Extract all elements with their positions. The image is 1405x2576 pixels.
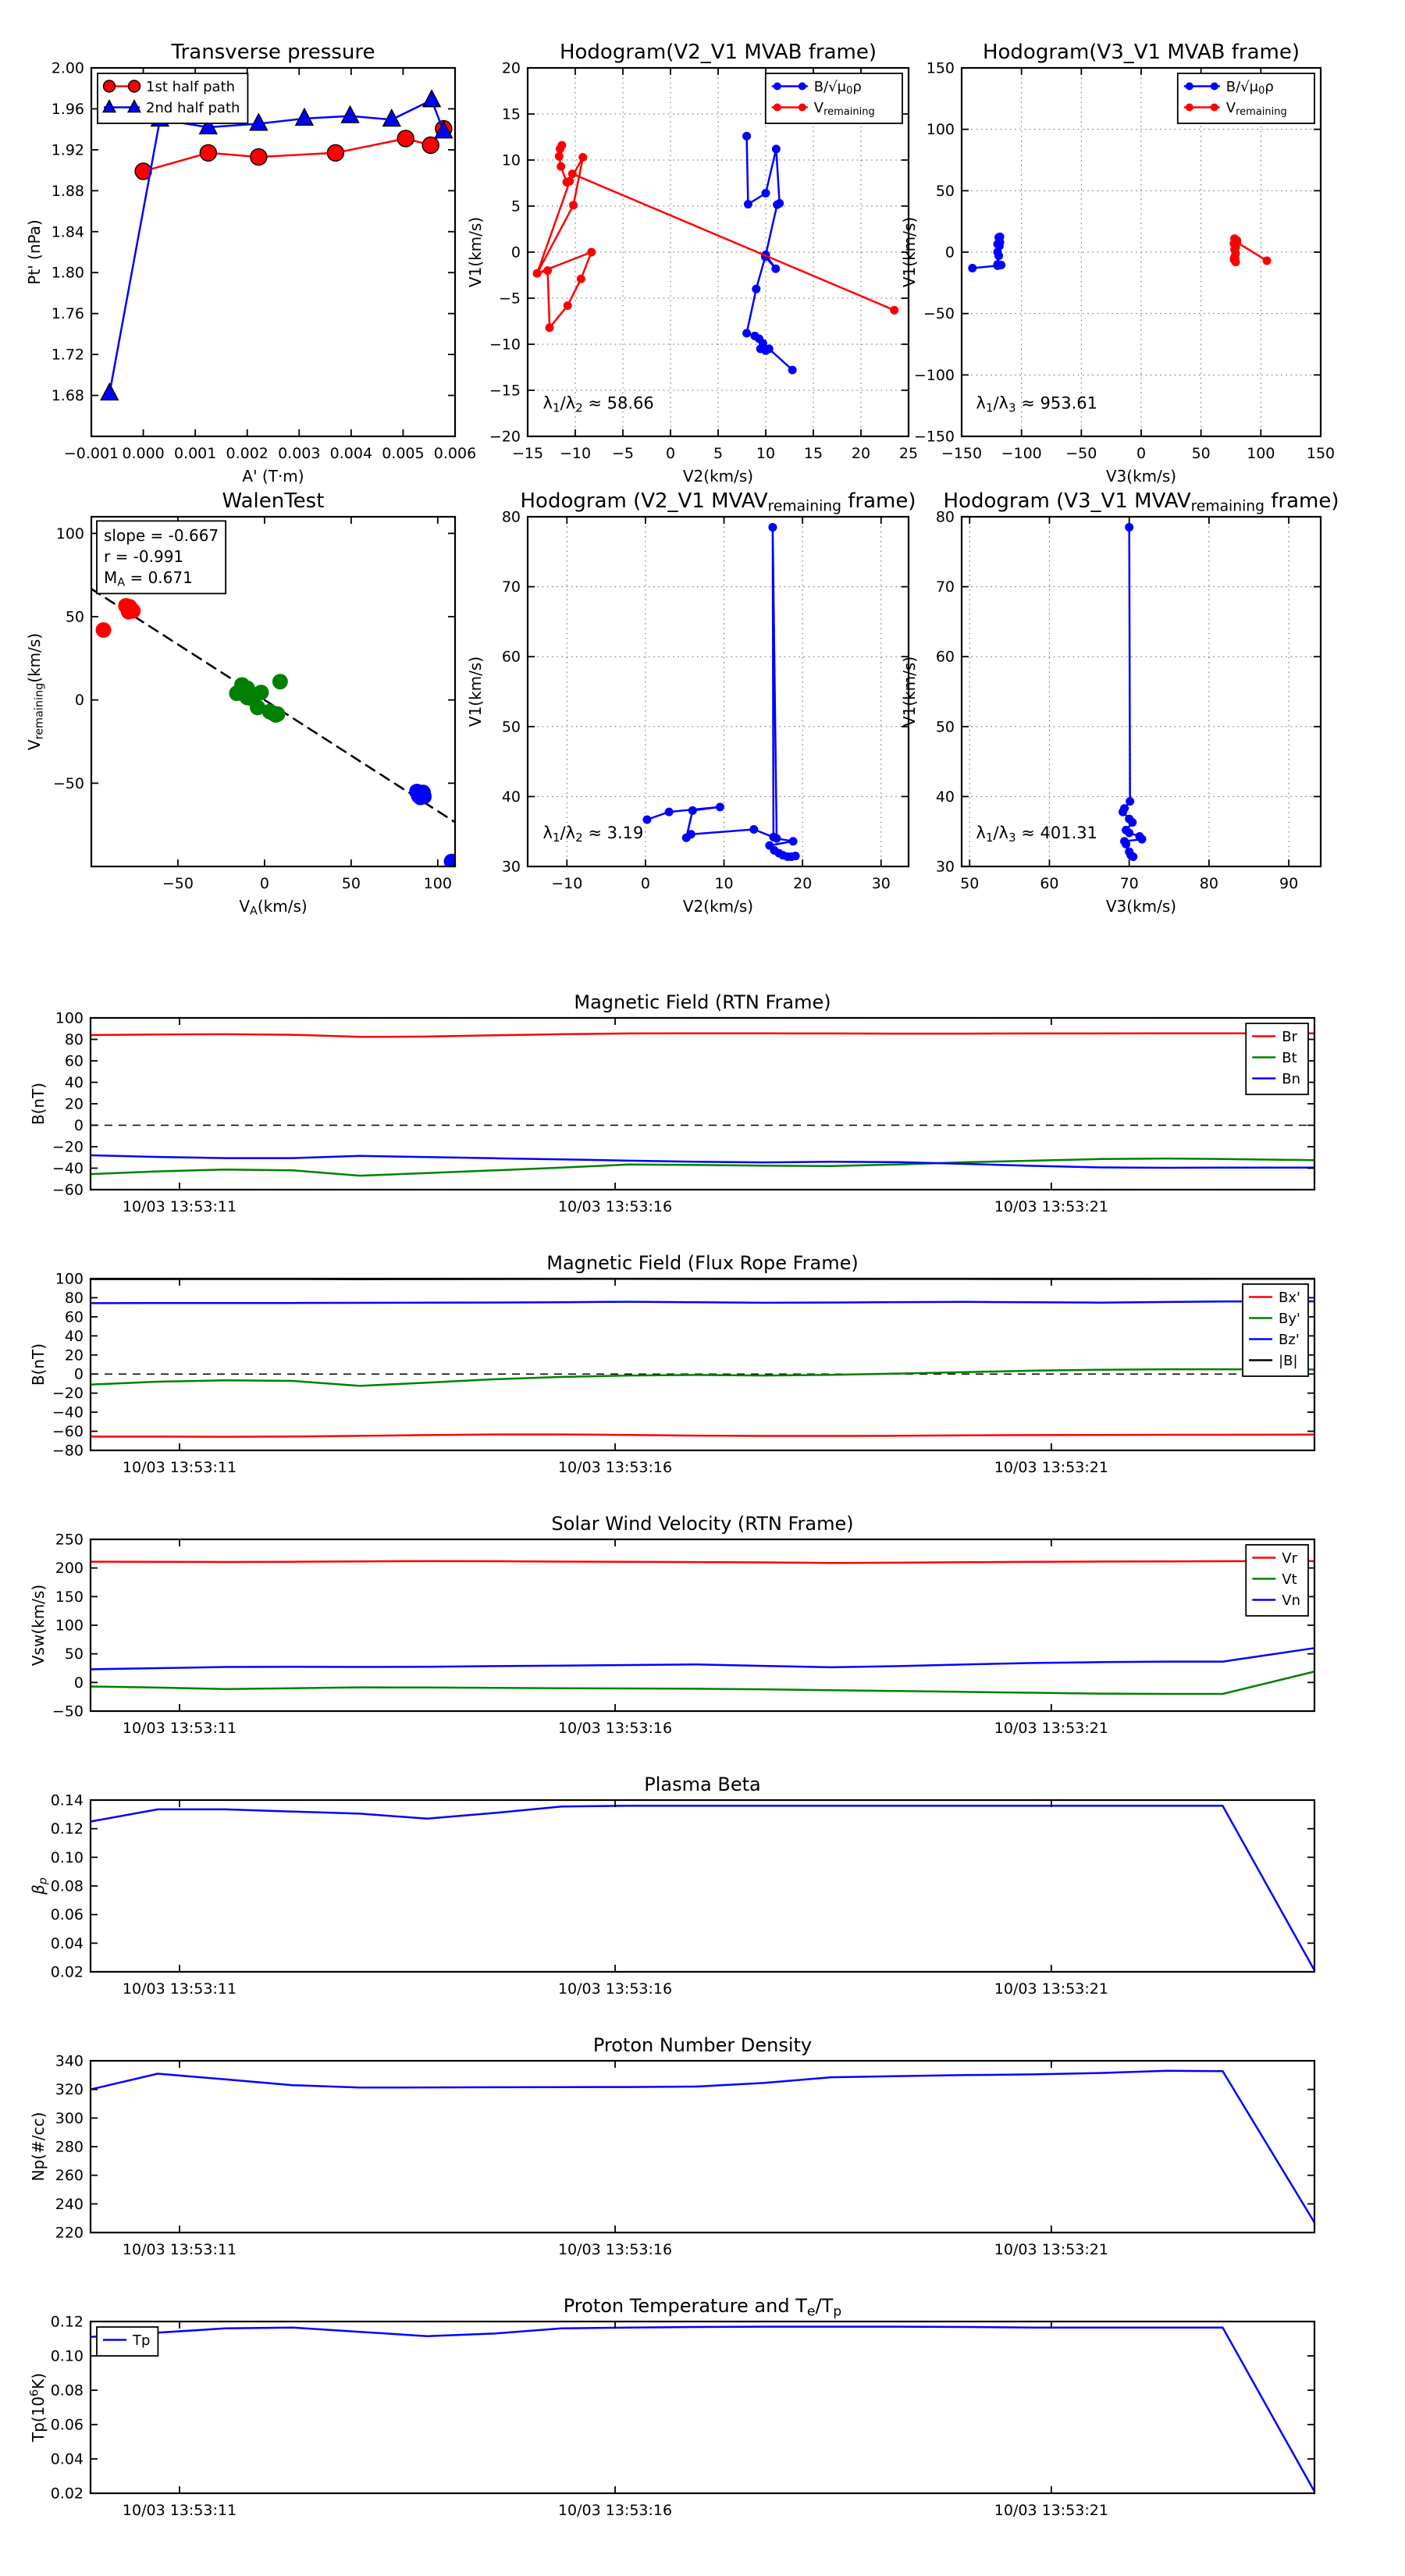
transverse-pressure-xtick-4: 0.003	[278, 445, 321, 462]
hodogram-v3v1-mvab-ytick-4: 50	[935, 182, 955, 200]
walen-test-ytick-1: 0	[74, 692, 84, 710]
proton-number-density-ytick-6: 340	[55, 2052, 84, 2070]
proton-temperature-title: Proton Temperature and Te/Tp	[563, 2295, 842, 2320]
hodogram-v2v1-mvab-ytick-5: 5	[510, 197, 521, 215]
transverse-pressure-ytick-2: 1.76	[51, 305, 84, 323]
walen-test-info-line-0: slope = -0.667	[103, 525, 219, 545]
solar-wind-velocity-title: Solar Wind Velocity (RTN Frame)	[551, 1513, 854, 1535]
hodogram-v3v1-mvab-ytick-1: −100	[913, 366, 955, 384]
walen-test-series-group	[91, 589, 460, 869]
proton-temperature-ytick-5: 0.12	[50, 2313, 84, 2331]
plasma-beta-ytick-2: 0.06	[50, 1906, 84, 1924]
solar-wind-velocity-xtick-0: 10/03 13:53:11	[122, 1720, 237, 1737]
solar-wind-velocity-ytick-4: 150	[55, 1588, 84, 1606]
hodogram-v3v1-mvab-xtick-6: 150	[1306, 445, 1336, 462]
magnetic-field-flux-rope-ytick-1: −60	[52, 1423, 84, 1441]
hodogram-v2v1-mvab-ytick-8: 20	[501, 59, 521, 77]
hodogram-v2v1-mvab-ytick-7: 15	[501, 105, 521, 123]
solar-wind-velocity-legend-label-1: Vt	[1282, 1571, 1297, 1588]
transverse-pressure-legend-label-0: 1st half path	[146, 78, 236, 95]
hodogram-v3v1-mvav-xtick-4: 90	[1279, 875, 1299, 892]
hodogram-v2v1-mvab-ytick-3: −5	[498, 290, 521, 308]
proton-temperature-xtick-1: 10/03 13:53:16	[557, 2502, 673, 2519]
proton-number-density-xtick-2: 10/03 13:53:21	[994, 2241, 1108, 2258]
transverse-pressure-series-group	[101, 91, 452, 400]
hodogram-v2v1-mvav-annotation-0: λ1/λ2 ≈ 3.19	[542, 824, 644, 845]
transverse-pressure-xlabel: A' (T·m)	[242, 467, 304, 486]
transverse-pressure-ytick-5: 1.88	[51, 182, 84, 200]
solar-wind-velocity-xtick-1: 10/03 13:53:16	[557, 1720, 673, 1737]
plasma-beta-xtick-0: 10/03 13:53:11	[122, 1980, 237, 1998]
hodogram-v2v1-mvab-ytick-0: −20	[489, 428, 521, 446]
magnetic-field-rtn-legend-label-2: Bn	[1282, 1070, 1301, 1087]
hodogram-v3v1-mvab-xtick-5: 100	[1247, 445, 1275, 462]
proton-number-density-ytick-1: 240	[55, 2195, 84, 2213]
solar-wind-velocity-Vt-line	[91, 1671, 1314, 1694]
proton-temperature-xtick-0: 10/03 13:53:11	[122, 2502, 237, 2519]
hodogram-v3v1-mvav-annotation-0: λ1/λ3 ≈ 401.31	[976, 824, 1098, 845]
hodogram-v3v1-mvab-legend-label-1: Vremaining	[1225, 99, 1287, 118]
magnetic-field-rtn-ytick-6: 60	[64, 1052, 84, 1070]
hodogram-v2v1-mvab-xtick-3: 0	[665, 445, 676, 462]
walen-test-xlabel: VA(km/s)	[239, 897, 308, 918]
hodogram-v3v1-mvab-series-group	[968, 233, 1271, 272]
hodogram-v2v1-mvav-title: Hodogram (V2_V1 MVAVremaining frame)	[520, 489, 916, 515]
transverse-pressure-title: Transverse pressure	[171, 41, 375, 64]
proton-temperature-legend	[97, 2327, 158, 2356]
hodogram-v3v1-mvab-xtick-0: −150	[941, 445, 983, 462]
transverse-pressure-xtick-6: 0.005	[382, 445, 425, 462]
hodogram-v2v1-mvab-ytick-4: 0	[510, 244, 521, 262]
hodogram-v3v1-mvab-ytick-2: −50	[923, 305, 955, 323]
transverse-pressure-ytick-7: 1.96	[51, 100, 84, 118]
plasma-beta-xtick-2: 10/03 13:53:21	[994, 1980, 1108, 1998]
plasma-beta	[29, 1774, 1314, 1998]
hodogram-v2v1-mvab-legend-label-0: B/√μ0ρ	[813, 78, 862, 97]
solar-wind-velocity-ylabel: Vsw(km/s)	[29, 1584, 48, 1667]
hodogram-v2v1-mvab-ytick-1: −15	[489, 382, 521, 400]
magnetic-field-rtn-ytick-0: −60	[52, 1181, 84, 1199]
plasma-beta-ytick-0: 0.02	[50, 1963, 84, 1981]
magnetic-field-flux-rope-legend-label-2: Bz'	[1279, 1331, 1300, 1348]
magnetic-field-flux-rope-legend-label-0: Bx'	[1279, 1289, 1301, 1306]
magnetic-field-rtn-legend-label-1: Bt	[1282, 1049, 1297, 1066]
proton-number-density-ytick-2: 260	[55, 2167, 84, 2185]
magnetic-field-flux-rope-ytick-8: 80	[64, 1289, 84, 1307]
hodogram-v2v1-mvab-ytick-6: 10	[501, 151, 521, 169]
magnetic-field-rtn-legend	[1246, 1023, 1308, 1094]
hodogram-v2v1-mvav-ytick-1: 40	[501, 788, 521, 806]
hodogram-v2v1-mvab-series-group	[533, 132, 898, 375]
hodogram-v2v1-mvab	[466, 41, 918, 486]
hodogram-v2v1-mvab-legend	[766, 73, 902, 123]
transverse-pressure-2nd-half-path-line	[109, 100, 443, 393]
hodogram-v3v1-mvab-legend-label-0: B/√μ0ρ	[1225, 78, 1274, 97]
solar-wind-velocity	[29, 1513, 1314, 1737]
solar-wind-velocity-frame	[91, 1539, 1314, 1711]
solar-wind-velocity-Vr-line	[91, 1561, 1314, 1563]
transverse-pressure-xtick-1: 0.000	[122, 445, 165, 462]
hodogram-v2v1-mvav-series-group	[642, 523, 799, 861]
proton-temperature-ytick-0: 0.02	[50, 2485, 84, 2503]
hodogram-v2v1-mvav-ytick-4: 70	[501, 578, 521, 596]
hodogram-v2v1-mvav-ytick-0: 30	[501, 858, 521, 876]
hodogram-v3v1-mvab-ytick-6: 150	[926, 59, 955, 77]
magnetic-field-rtn-xtick-2: 10/03 13:53:21	[994, 1198, 1108, 1215]
hodogram-v3v1-mvab-xtick-3: 0	[1136, 445, 1147, 462]
transverse-pressure-1st-half-path-markers	[135, 121, 452, 180]
transverse-pressure-xtick-7: 0.006	[433, 445, 477, 462]
hodogram-v2v1-mvav-ytick-5: 80	[501, 508, 521, 526]
walen-test-xtick-3: 100	[423, 875, 452, 892]
walen-test-ytick-3: 100	[55, 525, 84, 543]
magnetic-field-flux-rope-legend-label-1: By'	[1279, 1310, 1301, 1327]
walen-test-first-interval-points-markers	[96, 598, 141, 638]
magnetic-field-flux-rope-ytick-7: 60	[64, 1308, 84, 1326]
magnetic-field-rtn-legend-label-0: Br	[1282, 1028, 1297, 1045]
hodogram-v2v1-mvab-annotation-0: λ1/λ2 ≈ 58.66	[542, 393, 654, 415]
walen-test-xtick-0: −50	[162, 875, 194, 892]
transverse-pressure-ytick-4: 1.84	[51, 223, 84, 241]
walen-test-ytick-2: 50	[65, 608, 84, 626]
magnetic-field-flux-rope-By-prime-line	[91, 1369, 1314, 1386]
solar-wind-velocity-legend	[1246, 1545, 1308, 1616]
hodogram-v3v1-mvab-xtick-1: −100	[1001, 445, 1042, 462]
hodogram-v2v1-mvav	[466, 489, 916, 916]
walen-test-xtick-2: 50	[341, 875, 361, 892]
plasma-beta-xtick-1: 10/03 13:53:16	[557, 1980, 673, 1998]
hodogram-v2v1-mvav-xtick-3: 20	[793, 875, 813, 892]
magnetic-field-flux-rope-ytick-5: 20	[64, 1347, 84, 1364]
solar-wind-velocity-ytick-2: 50	[64, 1646, 84, 1663]
hodogram-v2v1-mvab-xlabel: V2(km/s)	[682, 467, 754, 486]
solar-wind-velocity-legend-label-0: Vr	[1282, 1550, 1297, 1567]
walen-test-title: WalenTest	[222, 489, 325, 513]
proton-temperature-ylabel: $Tp(10^6K)$	[28, 2372, 48, 2443]
hodogram-v2v1-mvav-xtick-1: 0	[640, 875, 650, 892]
hodogram-v2v1-mvav-xtick-2: 10	[714, 875, 734, 892]
hodogram-v2v1-mvab-ytick-2: −10	[489, 336, 521, 354]
magnetic-field-rtn-ytick-4: 20	[64, 1095, 84, 1113]
walen-test-ylabel: Vremaining(km/s)	[25, 632, 46, 751]
magnetic-field-rtn-series-group	[91, 1034, 1314, 1176]
proton-number-density-series-group	[91, 2071, 1314, 2222]
magnetic-field-flux-rope-xtick-2: 10/03 13:53:21	[994, 1459, 1108, 1476]
hodogram-v2v1-mvav-ytick-2: 50	[501, 718, 521, 736]
plasma-beta-ytick-6: 0.14	[50, 1791, 84, 1809]
hodogram-v2v1-mvab-V-remaining-markers	[533, 141, 898, 333]
hodogram-v3v1-mvav-xtick-3: 80	[1199, 875, 1218, 892]
hodogram-v3v1-mvav-ytick-4: 70	[935, 578, 955, 596]
hodogram-v2v1-mvav-frame	[528, 517, 909, 866]
proton-number-density-ytick-5: 320	[55, 2081, 84, 2099]
magnetic-field-flux-rope-ytick-9: 100	[55, 1270, 84, 1288]
plasma-beta-ytick-1: 0.04	[50, 1934, 84, 1952]
magnetic-field-rtn	[29, 991, 1314, 1215]
proton-temperature	[28, 2295, 1314, 2519]
hodogram-v2v1-mvab-B-over-sqrt-mu0rho-markers	[742, 132, 797, 375]
magnetic-field-flux-rope-ytick-0: −80	[52, 1442, 84, 1460]
transverse-pressure-ytick-6: 1.92	[51, 141, 84, 159]
walen-test	[25, 489, 460, 918]
hodogram-v2v1-mvab-V-remaining-line	[537, 145, 894, 328]
hodogram-v2v1-mvav-ylabel: V1(km/s)	[466, 656, 485, 728]
walen-test-info-line-1: r = -0.991	[103, 546, 184, 566]
proton-temperature-ytick-4: 0.10	[50, 2347, 84, 2365]
magnetic-field-rtn-ytick-2: −20	[52, 1138, 84, 1156]
proton-temperature-frame	[91, 2322, 1314, 2493]
hodogram-v3v1-mvab-legend	[1178, 73, 1314, 123]
transverse-pressure-ytick-3: 1.80	[51, 264, 84, 282]
proton-temperature-ytick-2: 0.06	[50, 2416, 84, 2434]
magnetic-field-flux-rope-ytick-3: −20	[52, 1385, 84, 1403]
hodogram-v3v1-mvav-frame	[962, 517, 1321, 866]
plasma-beta-frame	[91, 1800, 1314, 1972]
hodogram-v3v1-mvav-xtick-0: 50	[960, 875, 980, 892]
transverse-pressure-ytick-0: 1.68	[51, 387, 84, 405]
plasma-beta-ytick-4: 0.10	[50, 1848, 84, 1866]
walen-test-xtick-1: 0	[259, 875, 269, 892]
proton-number-density-ylabel: Np(#/cc)	[29, 2112, 48, 2182]
magnetic-field-flux-rope-series-group	[91, 1279, 1314, 1436]
hodogram-v2v1-mvab-title: Hodogram(V2_V1 MVAB frame)	[559, 41, 877, 64]
magnetic-field-flux-rope-Bx-prime-line	[91, 1435, 1314, 1437]
transverse-pressure-ylabel: Pt' (nPa)	[25, 219, 44, 285]
transverse-pressure-xtick-0: −0.001	[63, 445, 119, 462]
plasma-beta-ytick-5: 0.12	[50, 1820, 84, 1838]
walen-test-info-line-2: MA = 0.671	[103, 568, 193, 589]
hodogram-v2v1-mvav-ytick-3: 60	[501, 648, 521, 666]
magnetic-field-flux-rope-ylabel: B(nT)	[29, 1343, 48, 1386]
proton-temperature-xtick-2: 10/03 13:53:21	[994, 2502, 1108, 2519]
hodogram-v3v1-mvav-ytick-0: 30	[935, 858, 955, 876]
solar-wind-velocity-ytick-1: 0	[73, 1674, 84, 1692]
hodogram-v3v1-mvab-ytick-5: 100	[926, 121, 955, 139]
magnetic-field-flux-rope	[29, 1252, 1314, 1476]
hodogram-v3v1-mvab-title: Hodogram(V3_V1 MVAB frame)	[982, 41, 1300, 64]
solar-wind-velocity-series-group	[91, 1561, 1314, 1694]
magnetic-field-rtn-ytick-5: 40	[64, 1074, 84, 1091]
hodogram-v3v1-mvab-xlabel: V3(km/s)	[1105, 467, 1177, 486]
magnetic-field-rtn-Br-line	[91, 1034, 1314, 1037]
magnetic-field-flux-rope-Bz-prime-line	[91, 1301, 1314, 1303]
hodogram-v3v1-mvab-ylabel: V1(km/s)	[900, 216, 919, 288]
magnetic-field-rtn-ylabel: B(nT)	[29, 1082, 48, 1126]
transverse-pressure-legend	[98, 73, 247, 123]
magnetic-field-flux-rope-legend-label-3: |B|	[1279, 1352, 1298, 1369]
hodogram-v3v1-mvav	[900, 489, 1339, 916]
proton-temperature-ytick-3: 0.08	[50, 2382, 84, 2400]
proton-number-density	[29, 2034, 1314, 2258]
magnetic-field-rtn-xtick-0: 10/03 13:53:11	[122, 1198, 237, 1215]
hodogram-v2v1-mvab-xtick-7: 20	[851, 445, 871, 462]
proton-number-density-title: Proton Number Density	[592, 2034, 813, 2056]
proton-number-density-xtick-1: 10/03 13:53:16	[557, 2241, 673, 2258]
transverse-pressure-legend-label-1: 2nd half path	[146, 99, 240, 116]
transverse-pressure-xtick-2: 0.001	[173, 445, 217, 462]
hodogram-v3v1-mvav-title: Hodogram (V3_V1 MVAVremaining frame)	[943, 489, 1339, 515]
solar-wind-velocity-ytick-6: 250	[55, 1531, 84, 1549]
transverse-pressure-xtick-3: 0.002	[226, 445, 269, 462]
hodogram-v2v1-mvav-xlabel: V2(km/s)	[682, 897, 754, 916]
magnetic-field-flux-rope-title: Magnetic Field (Flux Rope Frame)	[546, 1252, 859, 1274]
proton-number-density-ytick-0: 220	[55, 2224, 84, 2242]
solar-wind-velocity-legend-label-2: Vn	[1282, 1592, 1301, 1609]
magnetic-field-rtn-frame	[91, 1018, 1314, 1190]
magnetic-field-rtn-ytick-3: 0	[73, 1117, 84, 1134]
solar-wind-velocity-xtick-2: 10/03 13:53:21	[994, 1720, 1108, 1737]
hodogram-v3v1-mvav-ytick-2: 50	[935, 718, 955, 736]
hodogram-v2v1-mvab-legend-label-1: Vremaining	[813, 99, 875, 118]
magnetic-field-flux-rope-ytick-6: 40	[64, 1327, 84, 1345]
proton-number-density-ytick-4: 300	[55, 2109, 84, 2127]
transverse-pressure-ytick-8: 2.00	[51, 59, 84, 77]
hodogram-v3v1-mvav-B-path-markers	[1119, 523, 1147, 861]
magnetic-field-rtn-ytick-7: 80	[64, 1031, 84, 1048]
solar-wind-velocity-Vn-line	[91, 1648, 1314, 1669]
plasma-beta-title: Plasma Beta	[644, 1774, 761, 1795]
magnetic-field-rtn-ytick-8: 100	[55, 1009, 84, 1027]
hodogram-v3v1-mvab	[900, 41, 1335, 486]
hodogram-v2v1-mvab-xtick-5: 10	[756, 445, 776, 462]
transverse-pressure-ytick-1: 1.72	[51, 346, 84, 364]
hodogram-v3v1-mvab-ytick-0: −150	[913, 428, 955, 446]
magnetic-field-flux-rope-xtick-0: 10/03 13:53:11	[122, 1459, 237, 1476]
plasma-beta-series-group	[91, 1806, 1314, 1970]
hodogram-v2v1-mvab-ylabel: V1(km/s)	[466, 216, 485, 288]
proton-temperature-series-group	[91, 2327, 1314, 2492]
plasma-beta-beta-p-line	[91, 1806, 1314, 1970]
hodogram-v2v1-mvab-xtick-6: 15	[803, 445, 823, 462]
magnetic-field-rtn-title: Magnetic Field (RTN Frame)	[574, 991, 831, 1013]
hodogram-v3v1-mvab-annotation-0: λ1/λ3 ≈ 953.61	[976, 393, 1098, 415]
magnetic-field-rtn-ytick-1: −40	[52, 1160, 84, 1177]
magnetic-field-flux-rope-ytick-2: −40	[52, 1404, 84, 1421]
magnetic-field-flux-rope-frame	[91, 1279, 1314, 1450]
magnetic-field-flux-rope-ytick-4: 0	[73, 1365, 84, 1383]
hodogram-v2v1-mvab-xtick-4: 5	[713, 445, 724, 462]
hodogram-v3v1-mvab-ytick-3: 0	[944, 244, 955, 262]
magnetic-field-rtn-xtick-1: 10/03 13:53:16	[557, 1198, 673, 1215]
hodogram-v3v1-mvav-series-group	[1119, 523, 1147, 861]
hodogram-v2v1-mvav-xtick-0: −10	[551, 875, 583, 892]
walen-test-middle-interval-points-markers	[229, 674, 287, 723]
hodogram-v2v1-mvab-xtick-8: 25	[898, 445, 919, 462]
hodogram-v3v1-mvab-xtick-2: −50	[1065, 445, 1097, 462]
hodogram-v3v1-mvav-ytick-5: 80	[935, 508, 955, 526]
hodogram-v3v1-mvav-ytick-1: 40	[935, 788, 955, 806]
magnetic-field-flux-rope-xtick-1: 10/03 13:53:16	[557, 1459, 673, 1476]
hodogram-v3v1-mvav-ytick-3: 60	[935, 648, 955, 666]
hodogram-v3v1-mvav-xtick-1: 60	[1040, 875, 1059, 892]
proton-number-density-Np-line	[91, 2071, 1314, 2222]
hodogram-v2v1-mvab-xtick-0: −15	[511, 445, 544, 462]
hodogram-v3v1-mvav-xtick-2: 70	[1119, 875, 1139, 892]
hodogram-v2v1-mvav-xtick-4: 30	[871, 875, 891, 892]
plasma-beta-ytick-3: 0.08	[50, 1877, 84, 1895]
hodogram-v2v1-mvab-xtick-2: −5	[611, 445, 635, 462]
hodogram-v3v1-mvab-xtick-4: 50	[1191, 445, 1211, 462]
transverse-pressure	[25, 41, 476, 486]
plasma-beta-ylabel: βp	[29, 1877, 50, 1895]
hodogram-v3v1-mvav-ylabel: V1(km/s)	[900, 656, 919, 728]
proton-temperature-ytick-1: 0.04	[50, 2450, 84, 2468]
solar-wind-velocity-ytick-0: −50	[52, 1703, 84, 1720]
solar-wind-velocity-ytick-5: 200	[55, 1560, 84, 1578]
walen-test-ytick-0: −50	[52, 774, 84, 792]
walen-test-last-interval-points-markers	[409, 784, 459, 870]
solar-wind-velocity-ytick-3: 100	[55, 1617, 84, 1635]
magnetic-field-flux-rope-legend	[1243, 1284, 1308, 1376]
hodogram-v2v1-mvab-xtick-1: −10	[559, 445, 592, 462]
transverse-pressure-xtick-5: 0.004	[329, 445, 373, 462]
proton-temperature-legend-label-0: Tp	[133, 2332, 151, 2349]
proton-number-density-xtick-0: 10/03 13:53:11	[122, 2241, 237, 2258]
proton-temperature-Tp-line	[91, 2327, 1314, 2492]
hodogram-v3v1-mvav-xlabel: V3(km/s)	[1105, 897, 1177, 916]
proton-number-density-ytick-3: 280	[55, 2138, 84, 2156]
